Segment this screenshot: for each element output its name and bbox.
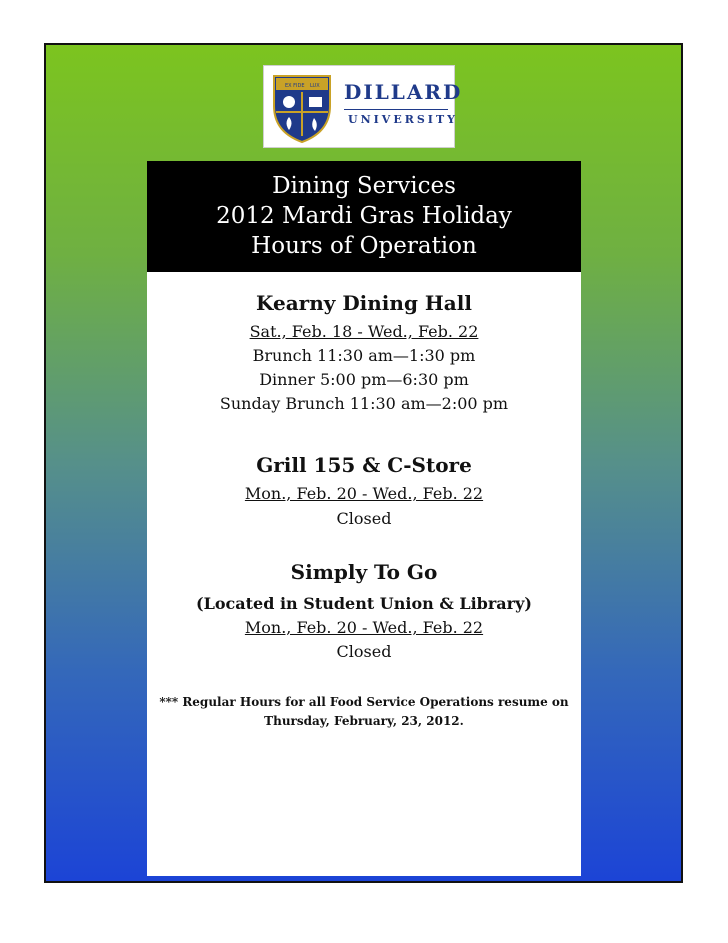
title-line-1: Dining Services: [272, 173, 456, 199]
logo-name: DILLARD: [344, 80, 463, 104]
motto-right: LUX: [310, 83, 320, 89]
simply-location: (Located in Student Union & Library): [196, 594, 532, 613]
kearny-title: Kearny Dining Hall: [256, 291, 472, 315]
footer-note-line-1: *** Regular Hours for all Food Service Operations resume on: [159, 695, 569, 709]
logo-subtitle: UNIVERSITY: [348, 113, 458, 126]
dillard-university-logo: [263, 65, 463, 148]
kearny-dinner: Dinner 5:00 pm—6:30 pm: [259, 370, 469, 389]
simply-dates: [147, 618, 581, 637]
grill-dates: [147, 484, 581, 503]
kearny-dates-text: Sat., Feb. 18 - Wed., Feb. 22: [249, 322, 479, 341]
motto-left: EX FIDE: [285, 83, 305, 89]
title-banner: [147, 161, 581, 272]
grill-status: Closed: [336, 509, 392, 528]
grill-dates-text: Mon., Feb. 20 - Wed., Feb. 22: [244, 484, 484, 503]
title-line-3: Hours of Operation: [251, 233, 477, 259]
simply-title: Simply To Go: [290, 560, 438, 584]
grill-title: Grill 155 & C-Store: [256, 453, 472, 477]
kearny-brunch: Brunch 11:30 am—1:30 pm: [252, 346, 476, 365]
logo-divider: [344, 109, 448, 110]
kearny-dates: [147, 322, 581, 341]
hours-panel: [147, 272, 581, 876]
simply-dates-text: Mon., Feb. 20 - Wed., Feb. 22: [244, 618, 484, 637]
simply-status: Closed: [336, 642, 392, 661]
title-line-2: 2012 Mardi Gras Holiday: [216, 203, 512, 229]
university-shield-icon: [270, 70, 334, 144]
kearny-sunday-brunch: Sunday Brunch 11:30 am—2:00 pm: [219, 394, 509, 413]
footer-note-line-2: Thursday, February, 23, 2012.: [264, 714, 464, 728]
